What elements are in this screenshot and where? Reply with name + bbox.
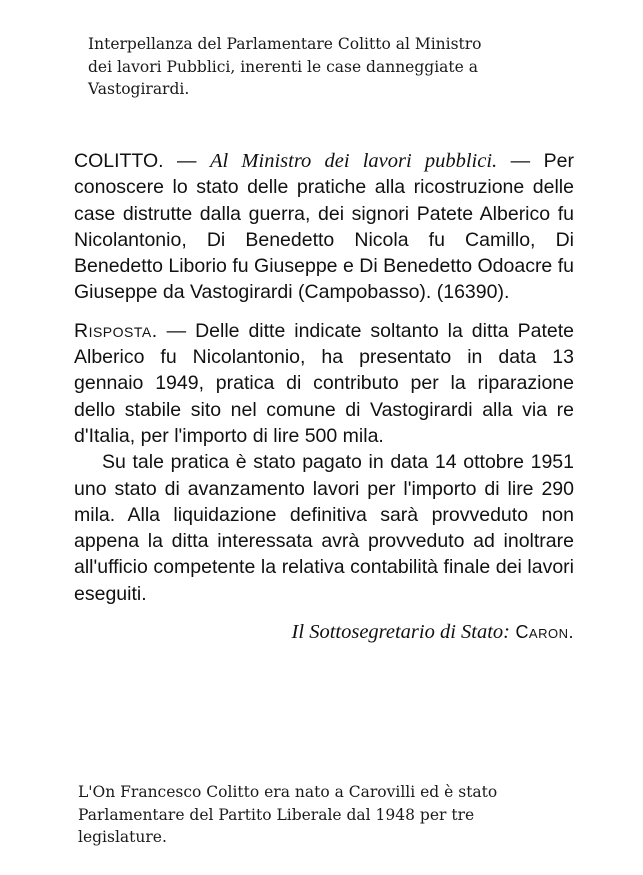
header-caption: Interpellanza del Parlamentare Colitto al Ministro dei lavori Pubblici, inerenti le case danneggiate a Vastogirardi. bbox=[88, 35, 482, 98]
parliamentary-article bbox=[74, 148, 574, 645]
question-dash-2: — bbox=[497, 150, 544, 172]
answer-dash: — bbox=[157, 319, 196, 342]
footer-caption: L'On Francesco Colitto era nato a Carovilli ed è stato Parlamentare del Partito Liberale dal 1948 per tre legislature. bbox=[78, 783, 498, 846]
answer-text: Delle ditte indicate soltanto la ditta Patete Alberico fu Nicolantonio, ha presentato in data 13 gennaio 1949, pratica di contributo per la riparazione dello stabile sito nel comune di Vastogirardi alla via re d'Italia, per l'importo di lire 500 mila. bbox=[74, 319, 574, 447]
speaker-name: COLITTO. bbox=[74, 150, 164, 172]
question-text: Per conoscere lo stato delle pratiche alla ricostruzione delle case distrutte dalla guerra, dei signori Patete Alberico fu Nicolantonio, Di Benedetto Nicola fu Camillo, Di Benedetto Liborio fu Giuseppe e Di Benedetto Odoacre fu Giuseppe da Vastogirardi (Campobasso). (16390). bbox=[74, 150, 574, 304]
answer-paragraph bbox=[74, 318, 574, 449]
payment-paragraph bbox=[74, 449, 574, 607]
answer-label: Risposta. bbox=[74, 319, 158, 342]
payment-text: Su tale pratica è stato pagato in data 14 ottobre 1951 uno stato di avanzamento lavori per l'importo di lire 290 mila. Alla liquidazione definitiva sarà provveduto non appena la ditta interessata avrà provveduto ad inoltrare all'ufficio competente la relativa contabilità finale dei lavori eseguiti. bbox=[74, 451, 574, 605]
signature bbox=[74, 619, 574, 645]
addressee: Al Ministro dei lavori pubblici. bbox=[210, 150, 498, 172]
question-dash: — bbox=[163, 150, 211, 172]
signature-role: Il Sottosegretario di Stato: bbox=[291, 621, 511, 644]
question-paragraph bbox=[74, 148, 574, 306]
signature-name: Caron. bbox=[515, 622, 574, 643]
